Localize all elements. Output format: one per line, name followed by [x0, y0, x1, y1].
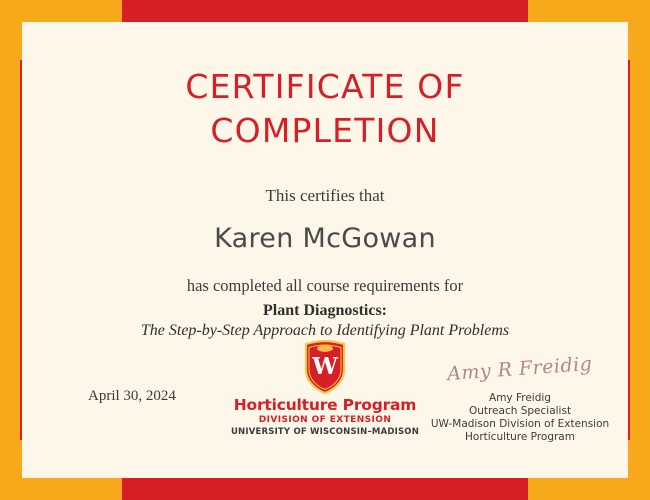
border-band-gold-left [0, 60, 20, 440]
certifies-text: This certifies that [265, 186, 385, 205]
border-band-gold-right [630, 60, 650, 440]
uw-crest-icon [302, 340, 348, 394]
certificate-title [22, 22, 628, 153]
certificate-footer [22, 340, 628, 470]
signature-block [430, 352, 610, 443]
certificate-title-line1: CERTIFICATE OF [185, 67, 465, 106]
recipient-name: Karen McGowan [214, 223, 436, 254]
issue-date: April 30, 2024 [88, 388, 176, 404]
certificate-title-line2: COMPLETION [210, 111, 440, 150]
institution-logo [225, 340, 425, 437]
signature-image: Amy R Freidig [446, 352, 594, 386]
logo-university: UNIVERSITY OF WISCONSIN–MADISON [230, 427, 420, 437]
certificate-content [22, 22, 628, 478]
signatory-role: Outreach Specialist [468, 405, 572, 417]
course-subtitle: The Step-by-Step Approach to Identifying Plant Problems [140, 322, 510, 339]
signatory-name: Amy Freidig [489, 392, 551, 404]
completion-text: has completed all course requirements for [186, 276, 464, 295]
signatory-program: Horticulture Program [465, 431, 575, 443]
signatory-organization: UW-Madison Division of Extension [430, 418, 610, 430]
course-title: Plant Diagnostics: [263, 302, 387, 319]
logo-division: DIVISION OF EXTENSION [258, 415, 392, 425]
logo-program-name: Horticulture Program [233, 396, 417, 414]
svg-text:W: W [312, 353, 338, 380]
certificate-page [22, 22, 628, 478]
